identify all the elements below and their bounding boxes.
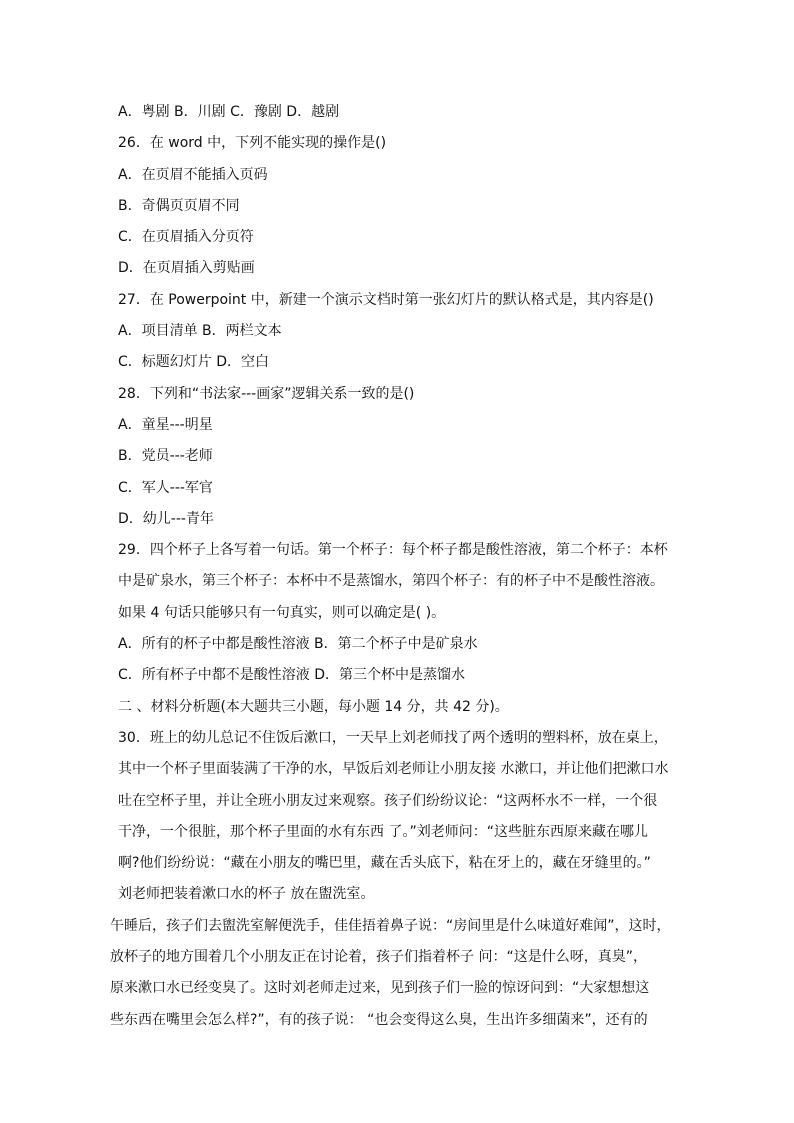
text-line: A．粤剧 B．川剧 C．豫剧 D．越剧 — [118, 104, 340, 120]
text-line: 二 、材料分析题(本大题共三小题，每小题 14 分，共 42 分)。 — [118, 698, 509, 715]
text-line: B．奇偶页页眉不同 — [118, 197, 240, 214]
text-line: C．在页眉插入分页符 — [118, 229, 254, 246]
text-line: D．幼儿---青年 — [118, 510, 214, 527]
document-page — [110, 97, 698, 1036]
text-line: 如果 4 句话只能够只有一句真实，则可以确定是( )。 — [118, 604, 446, 621]
text-line: 刘老师把装着漱口水的杯子 放在盥洗室。 — [118, 886, 375, 903]
text-line: A．项目清单 B．两栏文本 — [118, 323, 282, 340]
text-line: 些东西在嘴里会怎么样?”，有的孩子说： “也会变得这么臭，生出许多细菌来”，还有的 — [110, 1011, 648, 1028]
text-line: 30．班上的幼儿总记不住饭后漱口，一天早上刘老师找了两个透明的塑料杯，放在桌上， — [118, 729, 668, 746]
text-line: D．在页眉插入剪贴画 — [118, 260, 255, 277]
text-line: 放杯子的地方围着几个小朋友正在讨论着，孩子们指着杯子 问：“这是什么呀，真臭”， — [110, 949, 647, 966]
text-line: 28．下列和“书法家---画家”逻辑关系一致的是() — [118, 385, 415, 402]
text-line: 吐在空杯子里，并让全班小朋友过来观察。孩子们纷纷议论：“这两杯水不一样，一个很 — [118, 792, 658, 809]
text-line: 原来漱口水已经变臭了。这时刘老师走过来，见到孩子们一脸的惊讶问到：“大家想想这 — [110, 980, 650, 997]
text-line: C．军人---军官 — [118, 479, 213, 496]
text-line: 午睡后，孩子们去盥洗室解便洗手，佳佳捂着鼻子说：“房间里是什么味道好难闻”，这时， — [110, 917, 671, 934]
text-line: 啊?他们纷纷说：“藏在小朋友的嘴巴里，藏在舌头底下，粘在牙上的，藏在牙缝里的。” — [118, 855, 651, 872]
text-line: 中是矿泉水，第三个杯子：本杯中不是蒸馏水，第四个杯子：有的杯子中不是酸性溶液。 — [118, 573, 664, 590]
text-line: A．在页眉不能插入页码 — [118, 166, 268, 183]
text-line: 其中一个杯子里面装满了干净的水，早饭后刘老师让小朋友接 水漱口，并让他们把漱口水 — [118, 761, 669, 778]
text-line: C．标题幻灯片 D．空白 — [118, 354, 270, 371]
text-line: A．童星---明星 — [118, 416, 213, 433]
text-line: B．党员---老师 — [118, 448, 213, 465]
text-line: 26．在 word 中，下列不能实现的操作是() — [118, 135, 387, 152]
text-line: A．所有的杯子中都是酸性溶液 B．第二个杯子中是矿泉水 — [118, 636, 478, 653]
text-line: C．所有杯子中都不是酸性溶液 D．第三个杯中是蒸馏水 — [118, 667, 466, 684]
text-line: 干净，一个很脏，那个杯子里面的水有东西 了。”刘老师问：“这些脏东西原来藏在哪儿 — [118, 823, 648, 840]
text-line: 29．四个杯子上各写着一句话。第一个杯子：每个杯子都是酸性溶液，第二个杯子：本杯 — [118, 542, 668, 559]
text-line: 27．在 Powerpoint 中，新建一个演示文档时第一张幻灯片的默认格式是，其内容是() — [118, 291, 654, 308]
